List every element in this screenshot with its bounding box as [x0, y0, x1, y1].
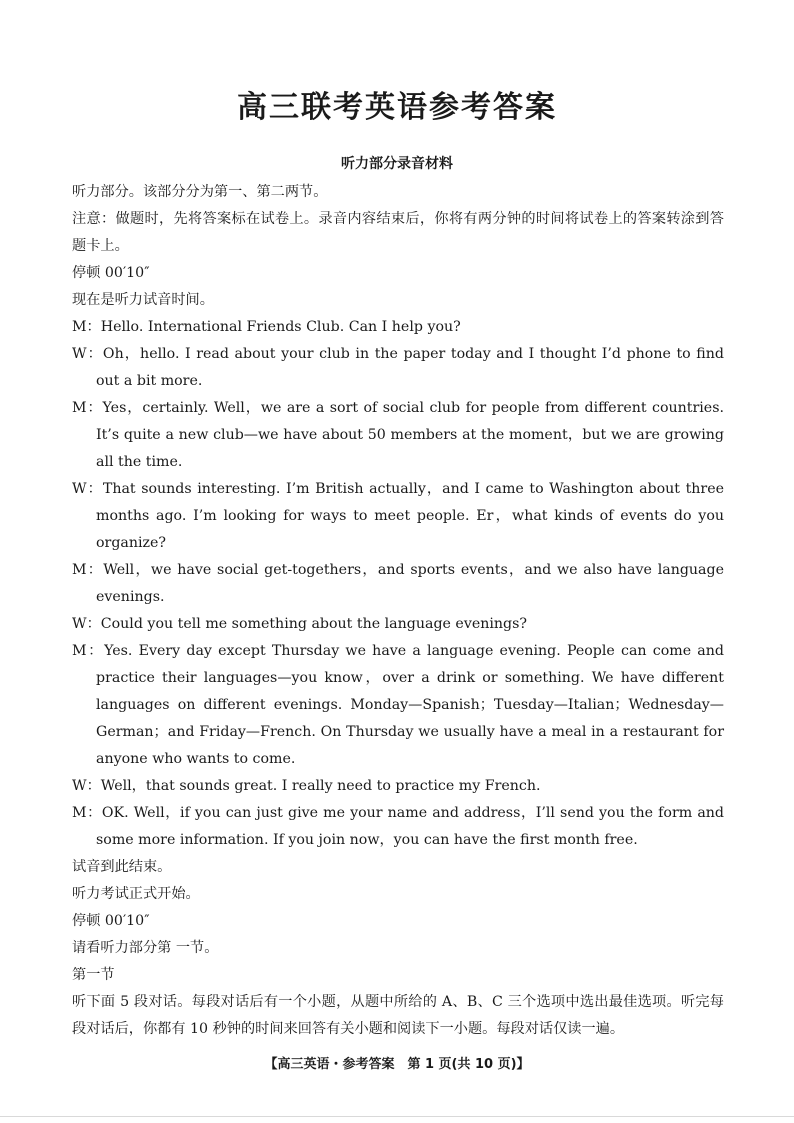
paragraph: 听下面 5 段对话。每段对话后有一个小题，从题中所给的 A、B、C 三个选项中选出最佳选项。听完每段对话后，你都有 10 秒钟的时间来回答有关小题和阅读下一小题。每段对话仅读一遍。 — [72, 994, 724, 1037]
paragraph: 现在是听力试音时间。 — [72, 292, 214, 308]
transcript-body — [72, 179, 724, 1043]
paragraph: 第一节 — [72, 967, 115, 983]
dialogue-line: M：Yes. Every day except Thursday we have a language evening. People can come and practice their languages—you know，over a drink or something. We have different languages on different evenings. Monday—Spanish；Tuesday—Italian；Wednesday—German；and Friday—French. On Thursday we usually have a meal in a restaurant for anyone who wants to come. — [72, 643, 724, 767]
page-footer: 【高三英语・参考答案 第 1 页(共 10 页)】 — [264, 1057, 530, 1072]
dialogue-line: W：Oh，hello. I read about your club in the paper today and I thought I’d phone to find out a bit more. — [72, 346, 724, 389]
paragraph: 请看听力部分第 一节。 — [72, 940, 219, 956]
dialogue-line: M：Yes，certainly. Well，we are a sort of social club for people from different countries. It’s quite a new club—we have about 50 members at the moment，but we are growing all the time. — [72, 400, 724, 470]
paragraph: 试音到此结束。 — [72, 859, 172, 875]
dialogue-line: M：Hello. International Friends Club. Can I help you? — [72, 319, 461, 335]
paragraph: 注意：做题时，先将答案标在试卷上。录音内容结束后，你将有两分钟的时间将试卷上的答案转涂到答题卡上。 — [72, 211, 724, 254]
paragraph: 听力考试正式开始。 — [72, 886, 200, 902]
paragraph: 听力部分。该部分分为第一、第二两节。 — [72, 184, 328, 200]
section-heading: 听力部分录音材料 — [341, 156, 453, 172]
paragraph: 停顿 00′10″ — [72, 265, 150, 281]
dialogue-line: M：OK. Well，if you can just give me your name and address，I’ll send you the form and some more information. If you join now，you can have the first month free. — [72, 805, 724, 848]
dialogue-line: W：Could you tell me something about the language evenings? — [72, 616, 528, 632]
paragraph: 停顿 00′10″ — [72, 913, 150, 929]
dialogue-line: W：Well，that sounds great. I really need to practice my French. — [72, 778, 541, 794]
page-edge-divider — [0, 1116, 794, 1117]
document-title: 高三联考英语参考答案 — [237, 90, 557, 125]
dialogue-line: W：That sounds interesting. I’m British actually，and I came to Washington about three months ago. I’m looking for ways to meet people. Er，what kinds of events do you organize? — [72, 481, 724, 551]
dialogue-line: M：Well，we have social get-togethers，and sports events，and we also have language evenings. — [72, 562, 724, 605]
